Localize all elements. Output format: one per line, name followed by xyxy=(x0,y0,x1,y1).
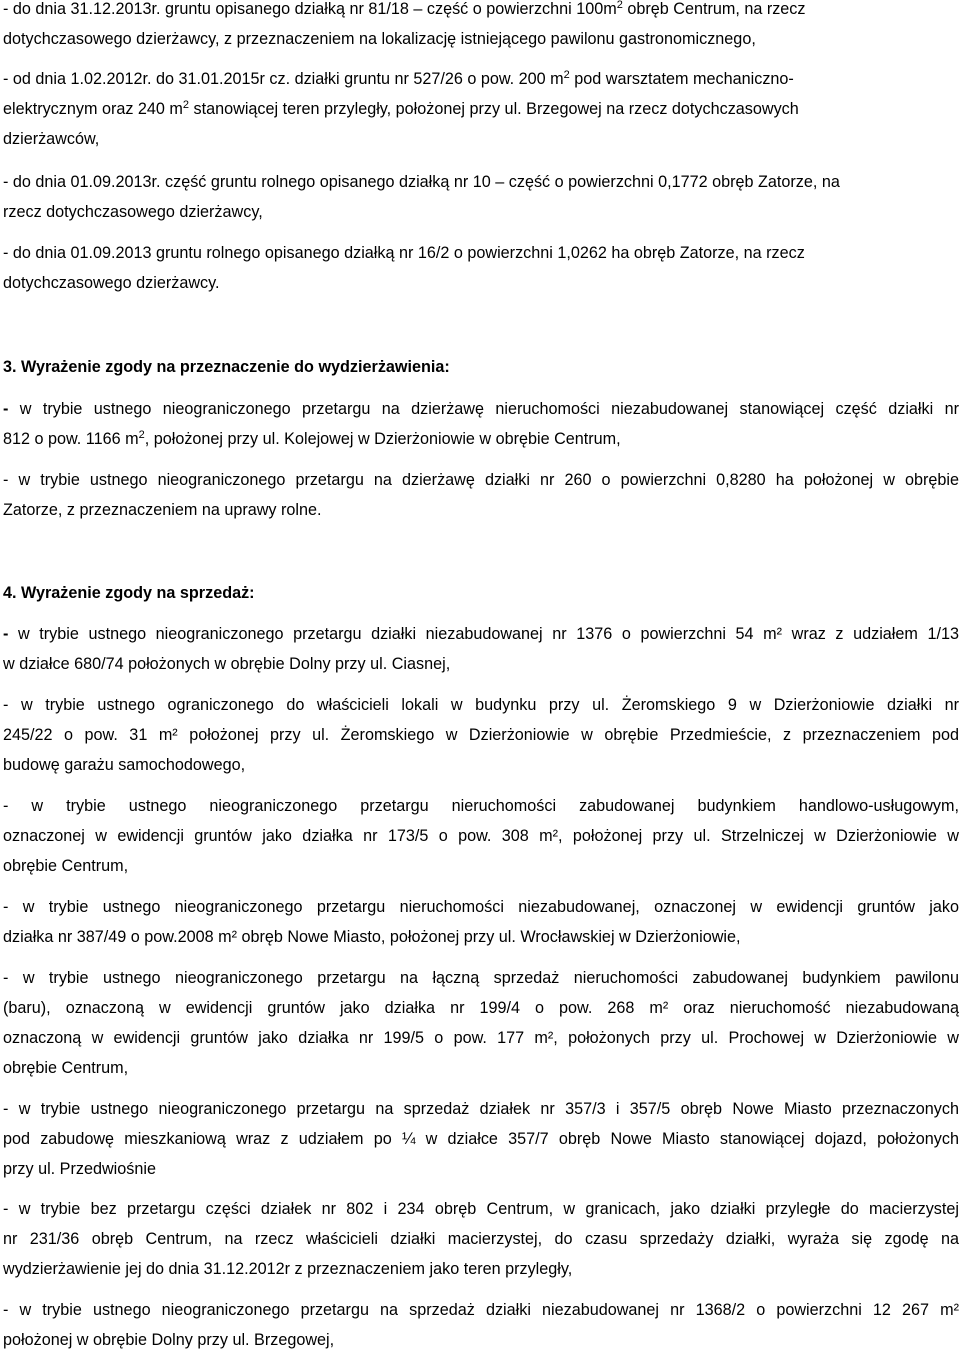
text-line: wydzierżawienie jej do dnia 31.12.2012r z przeznaczeniem jako teren przyległy, xyxy=(3,1260,573,1278)
text-line: - w trybie bez przetargu części działek nr 802 i 234 obręb Centrum, w granicach, jako działki przyległe do macierzystej xyxy=(3,1200,959,1218)
section-3-item-260 xyxy=(3,465,959,525)
section-4-item-802-234 xyxy=(3,1194,959,1284)
text-line: oznaczoną w ewidencji gruntów jako działka nr 199/5 o pow. 177 m², położonych przy ul. Prochowej w Dzierżoniowie w xyxy=(3,1029,959,1047)
lease-item-527-26 xyxy=(3,64,959,154)
text-segment: 812 o pow. 1166 m xyxy=(3,430,139,448)
section-4-heading: 4. Wyrażenie zgody na sprzedaż: xyxy=(3,584,255,602)
text-line: - w trybie ustnego nieograniczonego przetargu na dzierżawę działki nr 260 o powierzchni 0,8280 ha położonej w obrębie xyxy=(3,471,959,489)
section-4-item-387-49 xyxy=(3,892,959,952)
text-line xyxy=(3,0,959,24)
text-line: - w trybie ustnego nieograniczonego przetargu na sprzedaż działek nr 357/3 i 357/5 obręb Nowe Miasto przeznaczonych xyxy=(3,1100,959,1118)
text-line: - w trybie ustnego nieograniczonego przetargu nieruchomości zabudowanej budynkiem handlowo-usługowym, xyxy=(3,797,959,815)
text-line: dotychczasowego dzierżawcy, z przeznaczeniem na lokalizację istniejącego pawilonu gastronomicznego, xyxy=(3,30,756,48)
text-segment: , położonej przy ul. Kolejowej w Dzierżoniowie w obrębie Centrum, xyxy=(144,430,621,448)
text-segment: elektrycznym oraz 240 m xyxy=(3,100,183,118)
text-segment: w trybie ustnego nieograniczonego przetargu działki niezabudowanej nr 1376 o powierzchni 54 m² wraz z udziałem 1/13 xyxy=(8,625,959,643)
text-line: - do dnia 01.09.2013 gruntu rolnego opisanego działką nr 16/2 o powierzchni 1,0262 ha obręb Zatorze, na rzecz xyxy=(3,244,805,262)
text-segment: - do dnia 31.12.2013r. gruntu opisanego działką nr 81/18 – część o powierzchni 100m xyxy=(3,0,617,18)
text-segment: w trybie ustnego nieograniczonego przetargu na dzierżawę nieruchomości niezabudowanej stanowiącej część działki nr xyxy=(8,400,959,418)
text-line xyxy=(3,94,959,124)
text-line: - w trybie ustnego nieograniczonego przetargu na łączną sprzedaż nieruchomości zabudowanej budynkiem pawilonu xyxy=(3,969,959,987)
section-4-item-173-5 xyxy=(3,791,959,881)
text-segment: obręb Centrum, na rzecz xyxy=(622,0,806,18)
text-line: - w trybie ustnego ograniczonego do właścicieli lokali w budynku przy ul. Żeromskiego 9 w Dzierżoniowie działki nr xyxy=(3,696,959,714)
text-segment: stanowiącej teren przyległy, położonej przy ul. Brzegowej na rzecz dotychczasowych xyxy=(189,100,799,118)
section-4-item-245-22 xyxy=(3,690,959,780)
text-line: budowę garażu samochodowego, xyxy=(3,756,246,774)
text-line: 245/22 o pow. 31 m² położonej przy ul. Żeromskiego w Dzierżoniowie w obrębie Przedmieście, z przeznaczeniem pod xyxy=(3,726,959,744)
lease-item-81-18 xyxy=(3,0,959,54)
text-line: przy ul. Przedwiośnie xyxy=(3,1160,156,1178)
superscript: 2 xyxy=(616,0,623,11)
text-line xyxy=(3,424,959,454)
text-line: dotychczasowego dzierżawcy. xyxy=(3,274,220,292)
section-3-heading: 3. Wyrażenie zgody na przeznaczenie do wydzierżawienia: xyxy=(3,358,450,376)
lease-item-16-2 xyxy=(3,238,959,298)
text-line: nr 231/36 obręb Centrum, na rzecz właścicieli działki macierzystej, do czasu sprzedaży działki, wyraża się zgodę na xyxy=(3,1230,959,1248)
text-line: działka nr 387/49 o pow.2008 m² obręb Nowe Miasto, położonej przy ul. Wrocławskiej w Dzierżoniowie, xyxy=(3,928,741,946)
text-line: - w trybie ustnego nieograniczonego przetargu nieruchomości niezabudowanej, oznaczonej w ewidencji gruntów jako xyxy=(3,898,959,916)
superscript: 2 xyxy=(182,99,190,111)
text-line: położonej w obrębie Dolny przy ul. Brzegowej, xyxy=(3,1331,335,1349)
text-line: oznaczonej w ewidencji gruntów jako działka nr 173/5 o pow. 308 m², położonej przy ul. Strzelniczej w Dzierżoniowie w xyxy=(3,827,959,845)
text-line: w działce 680/74 położonych w obrębie Dolny przy ul. Ciasnej, xyxy=(3,655,451,673)
text-line: rzecz dotychczasowego dzierżawcy, xyxy=(3,203,263,221)
section-3-item-812 xyxy=(3,394,959,454)
text-line: Zatorze, z przeznaczeniem na uprawy rolne. xyxy=(3,501,322,519)
text-line: - w trybie ustnego nieograniczonego przetargu na sprzedaż działki niezabudowanej nr 1368/2 o powierzchni 12 267 m² xyxy=(3,1301,959,1319)
section-4-item-1376 xyxy=(3,619,959,679)
text-line: (baru), oznaczoną w ewidencji gruntów jako działka nr 199/4 o pow. 268 m² oraz nieruchomość niezabudowaną xyxy=(3,999,959,1017)
text-line: obrębie Centrum, xyxy=(3,1059,129,1077)
text-segment: - od dnia 1.02.2012r. do 31.01.2015r cz. działki gruntu nr 527/26 o pow. 200 m xyxy=(3,70,564,88)
lease-item-10 xyxy=(3,167,959,227)
text-segment: pod warsztatem mechaniczno- xyxy=(569,70,794,88)
section-4-item-199 xyxy=(3,963,959,1083)
bullet-dash: - xyxy=(3,400,9,418)
text-line xyxy=(3,619,959,649)
superscript: 2 xyxy=(138,429,145,441)
text-line: - do dnia 01.09.2013r. część gruntu rolnego opisanego działką nr 10 – część o powierzchni 0,1772 obręb Zatorze, na xyxy=(3,173,840,191)
bullet-dash: - xyxy=(3,625,9,643)
text-line xyxy=(3,64,959,94)
text-line xyxy=(3,394,959,424)
section-4-item-357 xyxy=(3,1094,959,1184)
text-line: dzierżawców, xyxy=(3,130,100,148)
section-4-item-1368-2 xyxy=(3,1295,959,1355)
text-line: pod zabudowę mieszkaniową wraz z udziałem po ¼ w działce 357/7 obręb Nowe Miasto stanowiącej dojazd, położonych xyxy=(3,1130,959,1148)
text-line: obrębie Centrum, xyxy=(3,857,129,875)
superscript: 2 xyxy=(563,69,570,81)
